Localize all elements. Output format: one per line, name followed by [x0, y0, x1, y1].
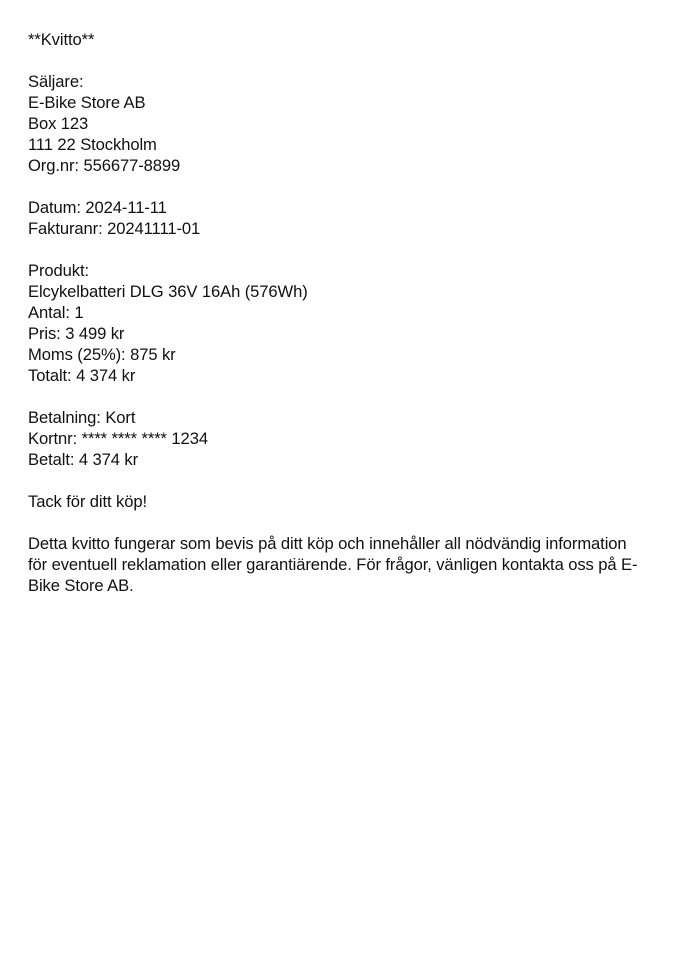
payment-method: Betalning: Kort [28, 408, 136, 427]
payment-card-number: Kortnr: **** **** **** 1234 [28, 429, 208, 448]
product-quantity: Antal: 1 [28, 303, 84, 322]
thanks-message: Tack för ditt köp! [28, 492, 148, 511]
payment-section [28, 407, 658, 470]
spacer [28, 239, 658, 260]
spacer [28, 386, 658, 407]
product-vat: Moms (25%): 875 kr [28, 345, 176, 364]
seller-name: E-Bike Store AB [28, 93, 146, 112]
invoice-section [28, 197, 658, 239]
payment-paid: Betalt: 4 374 kr [28, 450, 139, 469]
footer-paragraph: Detta kvitto fungerar som bevis på ditt köp och innehåller all nödvändig information för eventuell reklamation eller garantiärende. För frågor, vänligen kontakta oss på E-Bike Store AB. [28, 534, 638, 595]
product-price: Pris: 3 499 kr [28, 324, 125, 343]
spacer [28, 512, 658, 533]
spacer [28, 50, 658, 71]
receipt-document [28, 29, 658, 596]
seller-heading: Säljare: [28, 72, 84, 91]
invoice-number: Fakturanr: 20241111-01 [28, 219, 201, 238]
product-section [28, 260, 658, 386]
spacer [28, 470, 658, 491]
product-name: Elcykelbatteri DLG 36V 16Ah (576Wh) [28, 282, 308, 301]
spacer [28, 176, 658, 197]
product-total: Totalt: 4 374 kr [28, 366, 136, 385]
invoice-date: Datum: 2024-11-11 [28, 198, 167, 217]
seller-address-line1: Box 123 [28, 114, 89, 133]
seller-section [28, 71, 658, 176]
receipt-title: **Kvitto** [28, 30, 95, 49]
product-heading: Produkt: [28, 261, 89, 280]
seller-address-line2: 111 22 Stockholm [28, 135, 157, 154]
seller-org-nr: Org.nr: 556677-8899 [28, 156, 181, 175]
